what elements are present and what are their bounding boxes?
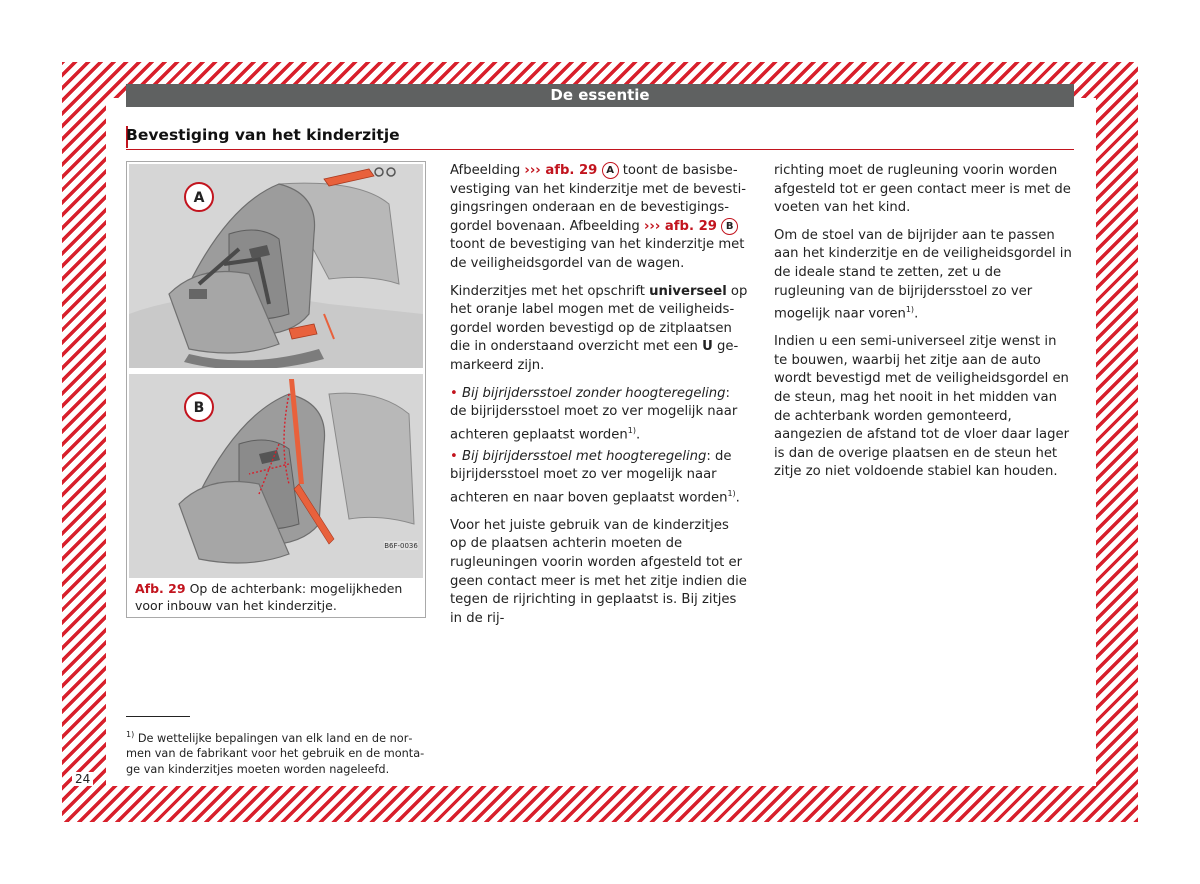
text-column-middle — [450, 162, 748, 637]
text: op het oranje label mogen met de veiligheidsgordel worden bevestigd op de zitplaatsen die in onderstaand overzicht met een — [450, 283, 748, 355]
bullet-icon: • — [450, 448, 458, 464]
text: Kinderzitjes met het opschrift — [450, 283, 650, 299]
text: . — [635, 427, 641, 443]
bullet-item — [450, 448, 748, 508]
bold-term: universeel — [649, 283, 727, 299]
figure-code: B6F-0036 — [384, 542, 418, 550]
panel-a-label: A — [193, 190, 205, 206]
page-number: 24 — [72, 772, 93, 786]
callout-a-icon: A — [602, 162, 619, 179]
panel-a — [129, 164, 423, 370]
footnote-text: De wettelijke bepalingen van elk land en de normen van de fabrikant voor het gebruik en de montage van kinderzitjes moeten worden nageleefd. — [126, 731, 425, 776]
text: Afbeelding — [450, 163, 525, 178]
paragraph — [774, 227, 1072, 324]
figure-reference-link[interactable]: ››› afb. 29 — [524, 163, 598, 178]
section-title-rule — [126, 149, 1074, 150]
paragraph — [450, 283, 748, 376]
italic-term: Bij bijrijdersstoel zonder hoogteregeling — [461, 385, 726, 401]
paragraph: Voor het juiste gebruik van de kinderzitjes op de plaatsen achterin moeten de rugleuningen voorin worden afgesteld tot er geen contact meer is met het zitje indien die tegen de rijrichting in geplaatst is. Bij zitjes in de rij- — [450, 517, 747, 626]
footnote-marker: 1) — [905, 305, 915, 315]
bullet-icon: • — [450, 385, 458, 401]
text: . — [914, 306, 919, 322]
text: toont de basisbevestiging van het kinderzitje met de bevestigingsringen onderaan en de bevestigingsgordel bovenaan. Afbeelding — [450, 163, 747, 234]
callout-b-icon: B — [721, 218, 738, 235]
text: Om de stoel van de bijrijder aan te passen aan het kinderzitje en de veiligheidsgordel in de ideale stand te zetten, zet u de rugleuning van de bijrijdersstoel zo ver mogelijk naar voren — [774, 227, 1072, 322]
footnote — [126, 727, 426, 777]
footnote-marker: 1) — [727, 488, 736, 498]
footnote-rule — [126, 716, 190, 717]
footnote-marker: 1) — [126, 730, 135, 739]
text: . — [735, 490, 740, 506]
figure-reference-link[interactable]: ››› afb. 29 — [644, 218, 717, 234]
panel-b-label: B — [193, 400, 205, 416]
text: gemarkeerd zijn. — [450, 339, 739, 373]
child-seat-illustration — [129, 164, 423, 578]
figure-caption — [135, 580, 420, 614]
text: : de bijrijdersstoel moet zo ver mogelijk naar achteren en naar boven geplaatst worden — [450, 448, 732, 506]
figure-caption-label: Afb. 29 — [135, 581, 186, 596]
figure-caption-text: Op de achterbank: mogelijkheden voor inbouw van het kinderzitje. — [135, 581, 403, 613]
panel-b — [129, 374, 423, 578]
paragraph: Indien u een semi-universeel zitje wenst in te bouwen, waarbij het zitje aan de auto wordt bevestigd met de veiligheidsgordel en de steun, mag het nooit in het midden van de achterbank worden gemonteerd, aangezien de afstand tot de vloer daar lager is dan de overige plaatsen en de steun het zitje zo niet voldoende stabiel kan houden. — [774, 334, 1070, 480]
text: : de bijrijdersstoel moet zo ver mogelijk naar achteren geplaatst worden — [450, 385, 738, 443]
text-column-right — [774, 162, 1072, 491]
bullet-item — [450, 385, 748, 445]
text: toont de bevestiging van het kinderzitje met de veiligheidsgordel van de wagen. — [450, 237, 745, 271]
chapter-header: De essentie — [126, 84, 1074, 107]
figure-29 — [126, 161, 426, 618]
bold-term: U — [702, 339, 713, 355]
paragraph: richting moet de rugleuning voorin worden afgesteld tot er geen contact meer is met de voeten van het kind. — [774, 163, 1071, 216]
section-title: Bevestiging van het kinderzitje — [126, 126, 400, 144]
italic-term: Bij bijrijdersstoel met hoogteregeling — [461, 448, 707, 464]
footnote-marker: 1) — [627, 425, 636, 435]
paragraph — [450, 162, 748, 274]
